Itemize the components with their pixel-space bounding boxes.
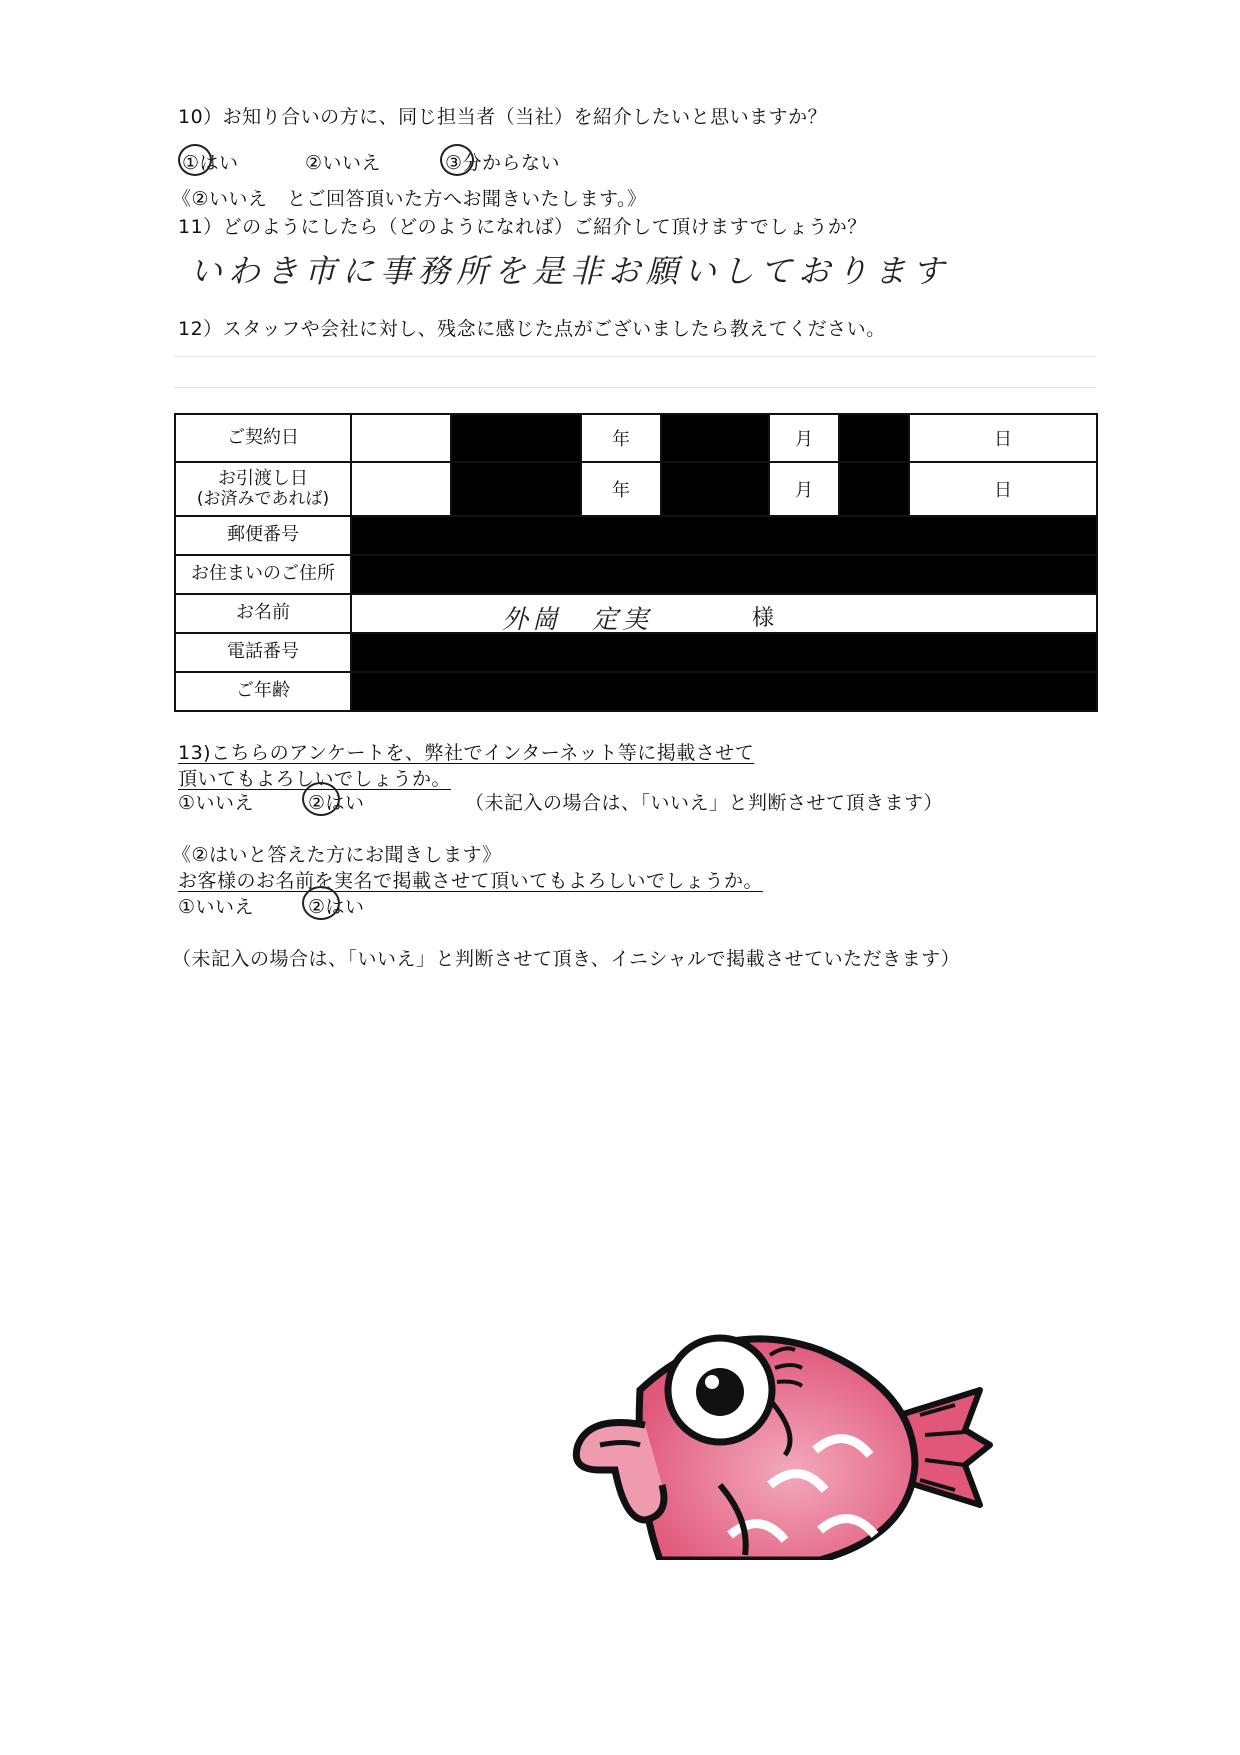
delivery-era-cell [351,462,451,516]
delivery-date-row [175,462,1097,516]
address-label: お住まいのご住所 [175,555,351,594]
customer-name-handwritten: 外崗 定実 [502,605,653,635]
q13-line2: 頂いてもよろしいでしょうか。 [178,768,452,790]
q10-option-no[interactable]: ②いいえ [305,152,382,174]
name-row [175,594,1097,633]
contract-month-label: 月 [769,414,839,462]
q14-option-no[interactable]: ①いいえ [178,896,255,918]
redacted-delivery-day [839,462,909,516]
redacted-postal-code [351,516,1097,555]
delivery-month-label: 月 [769,462,839,516]
q10-yes-circle [178,144,212,176]
address-row [175,555,1097,594]
age-row [175,672,1097,711]
redacted-contract-day [839,414,909,462]
q14-note: 《②はいと答えた方にお聞きします》 [172,844,502,866]
q14-footnote: （未記入の場合は、「いいえ」と判断させて頂き、イニシャルで掲載させていただきます） [172,948,961,970]
q12-text: 12）スタッフや会社に対し、残念に感じた点がございましたら教えてください。 [178,318,886,340]
q10-unknown-circle [440,144,474,176]
q11-text: 11）どのようにしたら（どのようになれば）ご紹介して頂けますでしょうか？ [178,216,867,238]
postal-label: 郵便番号 [175,516,351,555]
age-label: ご年齢 [175,672,351,711]
bleed-line [174,356,1096,357]
redacted-address [351,555,1097,594]
delivery-date-label [175,462,351,516]
q13-option-no[interactable]: ①いいえ [178,792,255,814]
q13-note: （未記入の場合は、「いいえ」と判断させて頂きます） [465,792,944,814]
contract-year-label: 年 [581,414,661,462]
phone-row [175,633,1097,672]
q13-line1: 13)こちらのアンケートを、弊社でインターネット等に掲載させて [178,742,755,764]
postal-row [175,516,1097,555]
delivery-day-label: 日 [909,462,1097,516]
q10-option-yes[interactable]: ①はい [182,152,239,174]
delivery-date-label-line2: (お済みであれば) [196,488,330,509]
q11-note: 《②いいえ とご回答頂いた方へお聞きいたします。》 [172,188,647,210]
q13-option-yes[interactable]: ②はい [308,792,365,814]
bleed-line [174,387,1096,388]
redacted-contract-year [451,414,581,462]
delivery-year-label: 年 [581,462,661,516]
contract-era-cell [351,414,451,462]
redacted-delivery-year [451,462,581,516]
q13-yes-circle [302,782,340,816]
redacted-delivery-month [661,462,769,516]
q14-yes-circle [302,886,340,920]
phone-label: 電話番号 [175,633,351,672]
contract-date-row [175,414,1097,462]
q14-text: お客様のお名前を実名で掲載させて頂いてもよろしいでしょうか。 [178,870,764,892]
q10-option-unknown[interactable]: ③分からない [445,152,561,174]
name-label: お名前 [175,594,351,633]
customer-info-table [174,413,1098,712]
name-suffix: 様 [752,606,775,631]
q11-handwritten-answer: いわき市に事務所を是非お願いしております [190,252,951,290]
redacted-contract-month [661,414,769,462]
contract-date-label: ご契約日 [175,414,351,462]
name-value-cell [351,594,1097,633]
fish-mascot-illustration [570,1320,1010,1560]
redacted-age [351,672,1097,711]
q10-text: 10）お知り合いの方に、同じ担当者（当社）を紹介したいと思いますか？ [178,106,828,128]
delivery-date-label-line1: お引渡し日 [218,467,308,489]
contract-day-label: 日 [909,414,1097,462]
redacted-phone [351,633,1097,672]
q14-option-yes[interactable]: ②はい [308,896,365,918]
